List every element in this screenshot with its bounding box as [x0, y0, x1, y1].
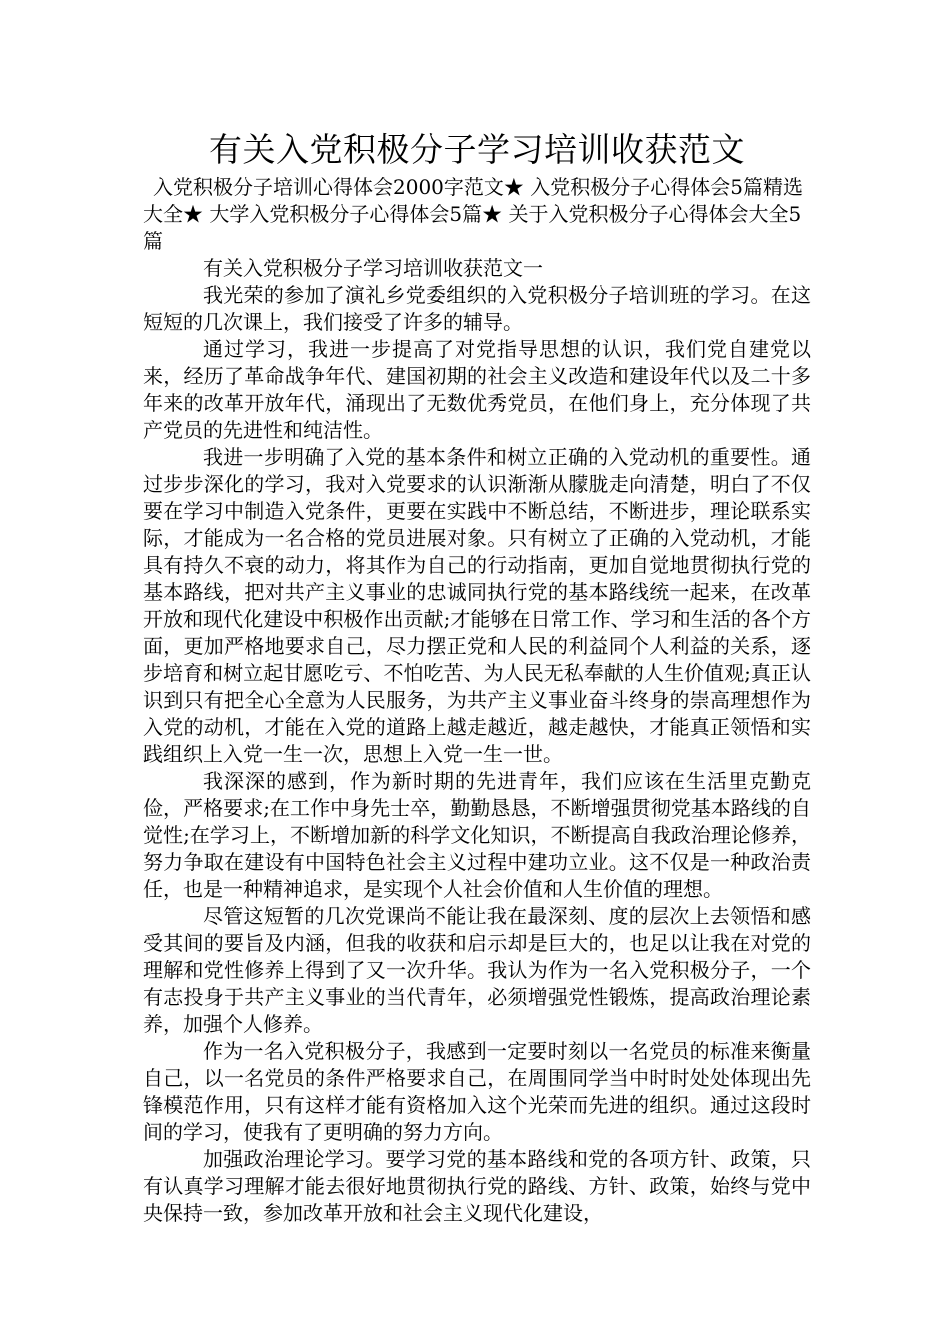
- document-title: 有关入党积极分子学习培训收获范文: [209, 130, 745, 169]
- body-paragraph-7: 加强政治理论学习。要学习党的基本路线和党的各项方针、政策，只有认真学习理解才能去很好地贯彻执行党的路线、方针、政策，始终与党中央保持一致，参加改革开放和社会主义现代化建设，: [143, 1147, 811, 1225]
- body-paragraph-5: 尽管这短暂的几次党课尚不能让我在最深刻、度的层次上去领悟和感受其间的要旨及内涵，但我的收获和启示却是巨大的，也足以让我在对党的理解和党性修养上得到了又一次升华。我认为作为一名入党积极分子，一个有志投身于共产主义事业的当代青年，必须增强党性锻炼，提高政治理论素养，加强个人修养。: [143, 904, 811, 1036]
- body-paragraph-4: 我深深的感到，作为新时期的先进青年，我们应该在生活里克勤克俭，严格要求;在工作中身先士卒，勤勤恳恳，不断增强贯彻党基本路线的自觉性;在学习上，不断增加新的科学文化知识，不断提高自我政治理论修养，努力争取在建设有中国特色社会主义过程中建功立业。这不仅是一种政治责任，也是一种精神追求，是实现个人社会价值和人生价值的理想。: [143, 769, 811, 901]
- body-paragraph-2: 通过学习，我进一步提高了对党指导思想的认识，我们党自建党以来，经历了革命战争年代、建国初期的社会主义改造和建设年代以及二十多年来的改革开放年代，涌现出了无数优秀党员，在他们身上，充分体现了共产党员的先进性和纯洁性。: [143, 337, 811, 442]
- document-page: [143, 126, 811, 1227]
- body-paragraph-6: 作为一名入党积极分子，我感到一定要时刻以一名党员的标准来衡量自己，以一名党员的条件严格要求自己，在周围同学当中时时处处体现出先锋模范作用，只有这样才能有资格加入这个光荣而先进的组织。通过这段时间的学习，使我有了更明确的努力方向。: [143, 1039, 811, 1144]
- body-paragraph-1: 我光荣的参加了演礼乡党委组织的入党积极分子培训班的学习。在这短短的几次课上，我们接受了许多的辅导。: [143, 283, 811, 334]
- section-heading: 有关入党积极分子学习培训收获范文一: [203, 256, 543, 280]
- body-paragraph-3: 我进一步明确了入党的基本条件和树立正确的入党动机的重要性。通过步步深化的学习，我对入党要求的认识渐渐从朦胧走向清楚，明白了不仅要在学习中制造入党条件，更要在实践中不断总结，不断进步，理论联系实际，才能成为一名合格的党员进展对象。只有树立了正确的入党动机，才能具有持久不衰的动力，将其作为自己的行动指南，更加自觉地贯彻执行党的基本路线，把对共产主义事业的忠诚同执行党的基本路线统一起来，在改革开放和现代化建设中积极作出贡献;才能够在日常工作、学习和生活的各个方面，更加严格地要求自己，尽力摆正党和人民的利益同个人利益的关系，逐步培育和树立起甘愿吃亏、不怕吃苦、为人民无私奉献的人生价值观;真正认识到只有把全心全意为人民服务，为共产主义事业奋斗终身的崇高理想作为入党的动机，才能在入党的道路上越走越近，越走越快，才能真正领悟和实践组织上入党一生一次，思想上入党一生一世。: [143, 445, 811, 766]
- related-articles: 入党积极分子培训心得体会2000字范文★ 入党积极分子心得体会5篇精选大全★ 大学入党积极分子心得体会5篇★ 关于入党积极分子心得体会大全5篇: [143, 175, 803, 253]
